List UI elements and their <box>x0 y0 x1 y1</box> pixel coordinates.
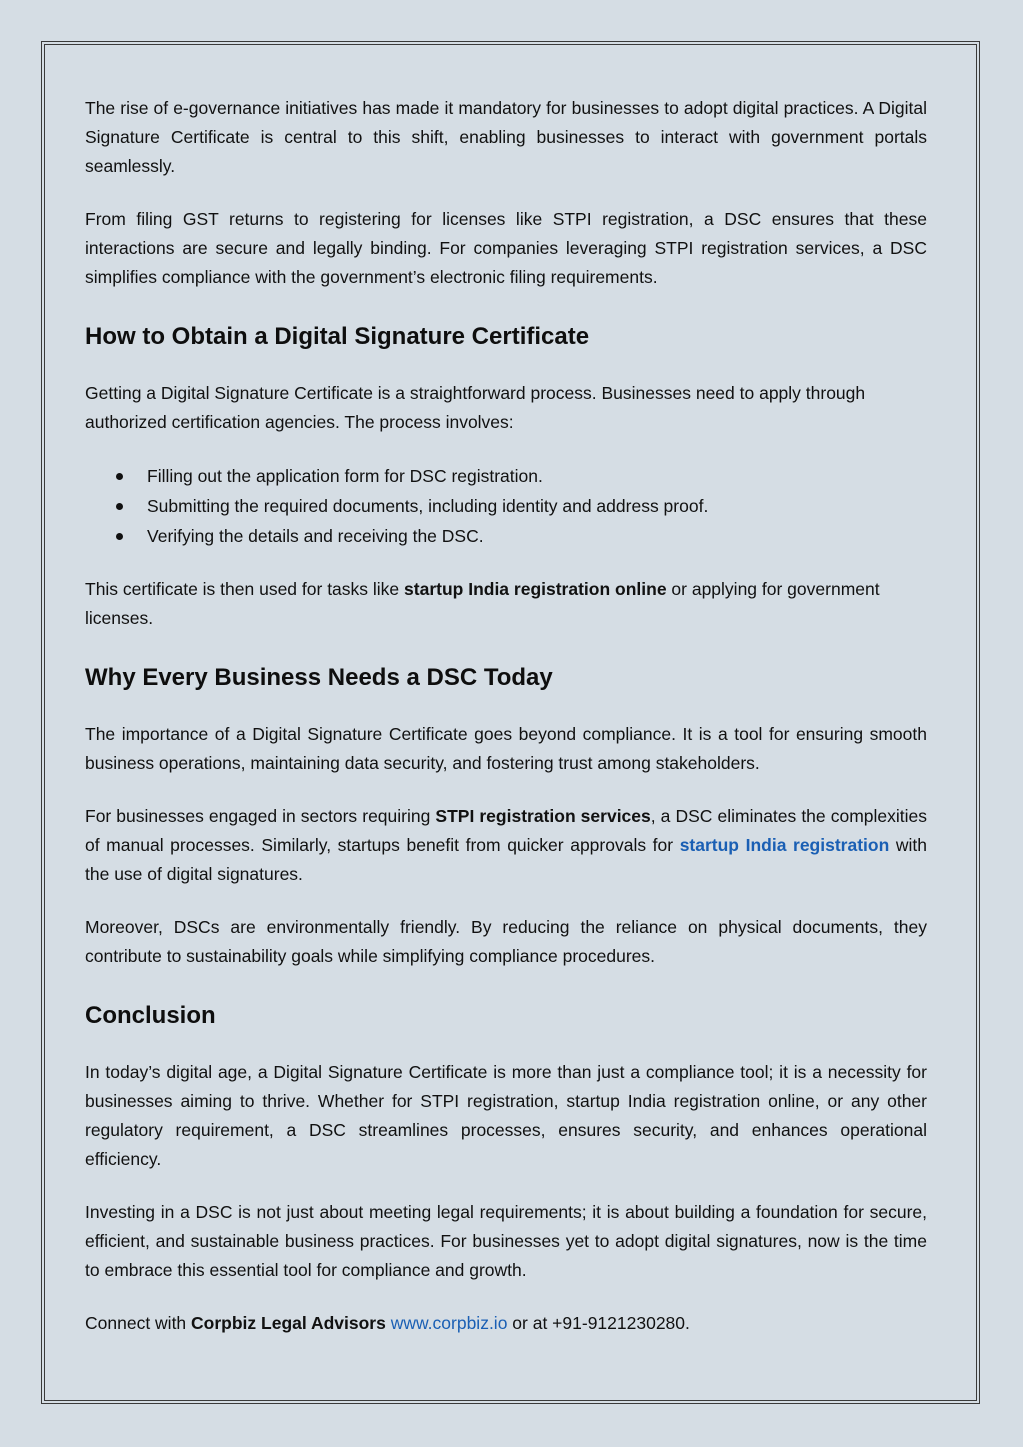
paragraph-investing: Investing in a DSC is not just about meeting legal requirements; it is about building a foundation for secure, efficient, and sustainable business practices. For businesses yet to adopt digital signatures, now is the time to embrace this essential tool for compliance and growth. <box>85 1202 927 1280</box>
paragraph-environment: Moreover, DSCs are environmentally friendly. By reducing the reliance on physical documents, they contribute to sustainability goals while simplifying compliance procedures. <box>85 917 927 966</box>
list-item <box>85 491 927 521</box>
heading-why-dsc: Why Every Business Needs a DSC Today <box>85 664 553 691</box>
heading-conclusion: Conclusion <box>85 1002 216 1029</box>
paragraph-certificate-use <box>85 575 927 633</box>
text-run: This certificate is then used for tasks like <box>85 579 405 599</box>
bullet-icon <box>116 533 123 540</box>
bullet-icon <box>116 473 123 480</box>
list-item-text: Verifying the details and receiving the DSC. <box>147 526 484 546</box>
bullet-icon <box>116 503 123 510</box>
document-body <box>85 94 927 1338</box>
paragraph-importance: The importance of a Digital Signature Certificate goes beyond compliance. It is a tool for ensuring smooth business operations, maintaining data security, and fostering trust among stakeholders. <box>85 724 927 773</box>
list-item-text: Filling out the application form for DSC registration. <box>147 466 543 486</box>
text-run: , a DSC eliminates the complexities of manual processes. Similarly, startups benefit from quicker approvals for <box>85 806 927 855</box>
list-item <box>85 461 927 491</box>
list-item <box>85 521 927 551</box>
heading-obtain-dsc: How to Obtain a Digital Signature Certificate <box>85 323 590 350</box>
paragraph-filing: From filing GST returns to registering for licenses like STPI registration, a DSC ensures that these interactions are secure and legally binding. For companies leveraging STPI registration services, a DSC simplifies compliance with the government’s electronic filing requirements. <box>85 209 927 287</box>
startup-india-registration-link[interactable]: startup India registration <box>679 835 890 855</box>
company-name: Corpbiz Legal Advisors <box>191 1313 386 1333</box>
text-run: Connect with <box>85 1313 192 1333</box>
process-list <box>85 461 927 551</box>
text-run: with the use of digital signatures. <box>85 835 927 884</box>
text-run: or at +91-9121230280. <box>507 1313 690 1333</box>
paragraph-conclusion: In today’s digital age, a Digital Signature Certificate is more than just a compliance tool; it is a necessity for businesses aiming to thrive. Whether for STPI registration, startup India registration online, or any other regulatory requirement, a DSC streamlines processes, ensures security, and enhances operational efficiency. <box>85 1062 927 1169</box>
list-item-text: Submitting the required documents, including identity and address proof. <box>147 496 709 516</box>
paragraph-intro: The rise of e-governance initiatives has made it mandatory for businesses to adopt digital practices. A Digital Signature Certificate is central to this shift, enabling businesses to interact with government portals seamlessly. <box>85 98 927 176</box>
paragraph-contact <box>85 1309 927 1338</box>
text-run: or applying for government licenses. <box>85 579 880 628</box>
website-link[interactable]: www.corpbiz.io <box>390 1313 508 1333</box>
bold-stpi-services: STPI registration services <box>435 806 651 826</box>
paragraph-process: Getting a Digital Signature Certificate is a straightforward process. Businesses need to apply through authorized certification agencies. The process involves: <box>85 383 866 432</box>
paragraph-stpi-services <box>85 802 927 889</box>
bold-startup-india-online: startup India registration online <box>404 579 667 599</box>
text-run: For businesses engaged in sectors requiring <box>85 806 436 826</box>
